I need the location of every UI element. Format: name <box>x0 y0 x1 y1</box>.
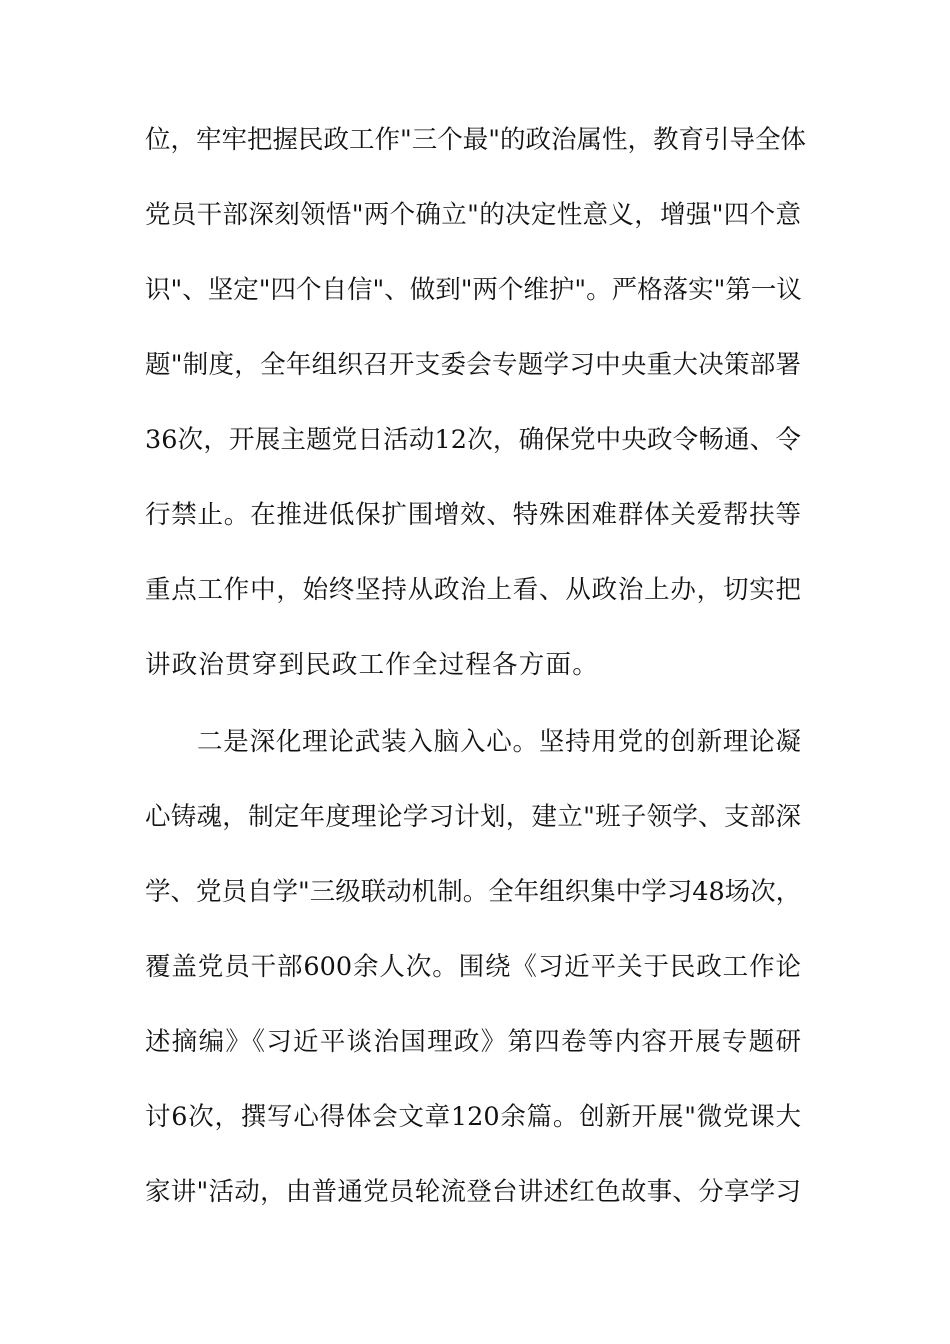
text-line: 覆盖党员干部600余人次。围绕《习近平关于民政工作论 <box>145 952 801 982</box>
text-line: 题"制度，全年组织召开支委会专题学习中央重大决策部署 <box>145 350 801 380</box>
text-line: 行禁止。在推进低保扩围增效、特殊困难群体关爱帮扶等 <box>145 500 801 530</box>
text-line: 讲政治贯穿到民政工作全过程各方面。 <box>145 650 599 680</box>
text-line: 二是深化理论武装入脑入心。坚持用党的创新理论凝 <box>197 727 801 757</box>
text-line: 重点工作中，始终坚持从政治上看、从政治上办，切实把 <box>145 575 801 605</box>
text-line: 讨6次，撰写心得体会文章120余篇。创新开展"微党课大 <box>145 1102 801 1132</box>
text-line: 学、党员自学"三级联动机制。全年组织集中学习48场次， <box>145 877 802 907</box>
text-line: 36次，开展主题党日活动12次，确保党中央政令畅通、令 <box>145 425 801 455</box>
text-line: 党员干部深刻领悟"两个确立"的决定性意义，增强"四个意 <box>145 200 801 230</box>
text-line: 述摘编》《习近平谈治国理政》第四卷等内容开展专题研 <box>145 1027 801 1057</box>
text-line: 位，牢牢把握民政工作"三个最"的政治属性，教育引导全体 <box>145 125 806 155</box>
text-line: 识"、坚定"四个自信"、做到"两个维护"。严格落实"第一议 <box>145 275 802 305</box>
text-line: 家讲"活动，由普通党员轮流登台讲述红色故事、分享学习 <box>145 1177 801 1207</box>
text-line: 心铸魂，制定年度理论学习计划，建立"班子领学、支部深 <box>145 802 801 832</box>
